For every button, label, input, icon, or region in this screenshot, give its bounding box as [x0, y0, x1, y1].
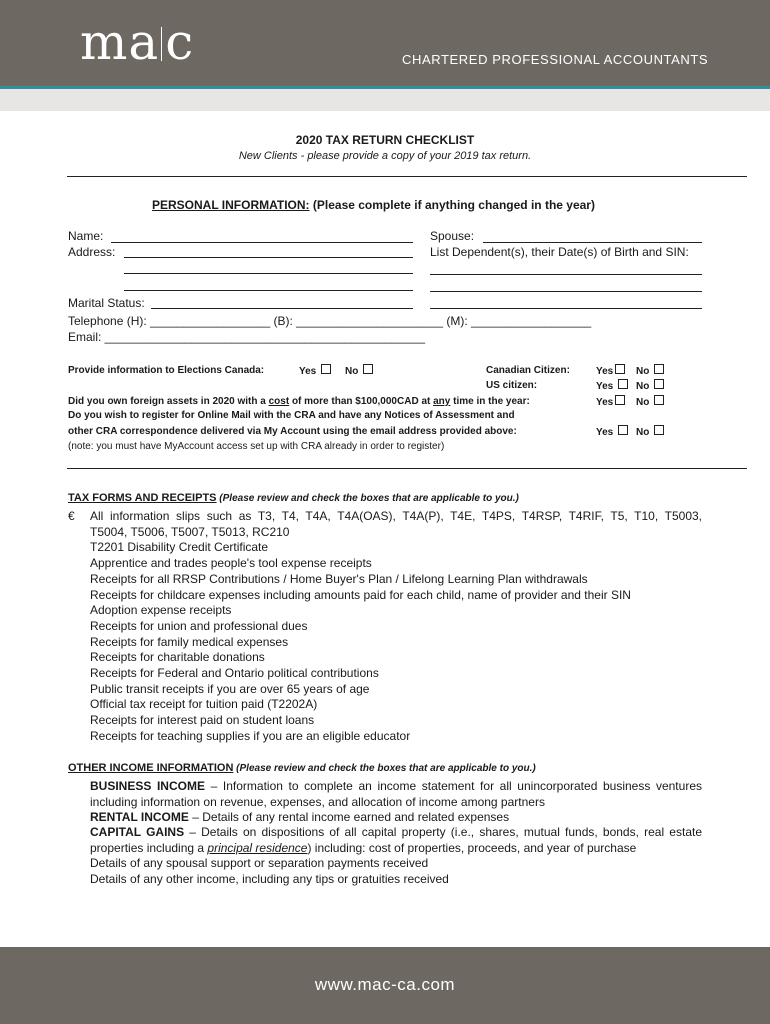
- dependent-field-3[interactable]: [430, 308, 702, 309]
- divider: [67, 468, 747, 469]
- header-light-band: [0, 89, 770, 111]
- dependent-field-2[interactable]: [430, 291, 702, 292]
- canadian-citizen-label: Canadian Citizen:: [486, 365, 570, 376]
- myaccount-note: (note: you must have MyAccount access set up with CRA already in order to register): [68, 441, 445, 452]
- page-title: 2020 TAX RETURN CHECKLIST: [295, 133, 475, 147]
- checkbox[interactable]: [615, 364, 625, 374]
- telephone-line[interactable]: Telephone (H): __________________ (B): ______________________ (M): __________________: [68, 314, 592, 328]
- capital-gains-item[interactable]: CAPITAL GAINS – Details on dispositions of all capital property (i.e., shares, mutual funds, bonds, real estate properties including a principal residence) including: cost of properties, proceeds, and year of purchase: [90, 825, 702, 855]
- checkbox[interactable]: [654, 364, 664, 374]
- us-yes[interactable]: Yes: [596, 379, 628, 392]
- elections-question: Provide information to Elections Canada:: [68, 365, 265, 376]
- us-no[interactable]: No: [636, 379, 664, 392]
- checkbox[interactable]: [618, 425, 628, 435]
- checkbox[interactable]: [654, 395, 664, 405]
- taxforms-item[interactable]: Official tax receipt for tuition paid (T2202A): [90, 697, 318, 712]
- taxforms-item[interactable]: T2201 Disability Credit Certificate: [90, 540, 269, 555]
- checkbox[interactable]: [363, 364, 373, 374]
- us-citizen-label: US citizen:: [486, 380, 538, 391]
- elections-no[interactable]: No: [345, 364, 373, 377]
- taxforms-item[interactable]: Receipts for all RRSP Contributions / Home Buyer's Plan / Lifelong Learning Plan withdrawals: [90, 571, 588, 586]
- divider: [67, 176, 747, 177]
- online-no[interactable]: No: [636, 425, 664, 438]
- name-field[interactable]: [111, 242, 413, 243]
- foreign-yes[interactable]: Yes: [596, 395, 625, 408]
- marital-label: Marital Status:: [68, 296, 145, 310]
- address-field-1[interactable]: [124, 257, 413, 258]
- spouse-label: Spouse:: [430, 229, 475, 243]
- foreign-no[interactable]: No: [636, 395, 664, 408]
- taxforms-item[interactable]: Receipts for charitable donations: [90, 650, 265, 665]
- checkbox[interactable]: [654, 379, 664, 389]
- foreign-assets-question: Did you own foreign assets in 2020 with a cost of more than $100,000CAD at any time in the year:: [68, 396, 530, 407]
- taxforms-item[interactable]: Receipts for interest paid on student loans: [90, 713, 315, 728]
- taxforms-item[interactable]: Adoption expense receipts: [90, 603, 232, 618]
- marital-field[interactable]: [151, 308, 413, 309]
- online-yes[interactable]: Yes: [596, 425, 628, 438]
- checkbox[interactable]: [618, 379, 628, 389]
- taxforms-item[interactable]: Receipts for childcare expenses including amounts paid for each child, name of provider and their SIN: [90, 587, 631, 602]
- header-bar: [0, 0, 770, 86]
- taxforms-item[interactable]: Receipts for teaching supplies if you are an eligible educator: [90, 728, 411, 743]
- taxforms-item[interactable]: Apprentice and trades people's tool expense receipts: [90, 556, 372, 571]
- taxforms-item[interactable]: All information slips such as T3, T4, T4A, T4A(OAS), T4A(P), T4E, T4PS, T4RSP, T4RIF, T5, T10, T5003,: [90, 509, 702, 523]
- email-line[interactable]: Email: ________________________________________________: [68, 330, 426, 344]
- rental-income-item[interactable]: RENTAL INCOME – Details of any rental income earned and related expenses: [90, 810, 510, 824]
- checkbox[interactable]: [615, 395, 625, 405]
- taxforms-item[interactable]: Receipts for union and professional dues: [90, 618, 308, 633]
- bullet-symbol: €: [68, 509, 75, 523]
- address-field-2[interactable]: [124, 273, 413, 274]
- taxforms-item[interactable]: Public transit receipts if you are over 65 years of age: [90, 681, 370, 696]
- dependent-field-1[interactable]: [430, 274, 702, 275]
- personal-heading: PERSONAL INFORMATION: (Please complete if anything changed in the year): [152, 198, 595, 212]
- business-income-item[interactable]: BUSINESS INCOME – Information to complete an income statement for all unincorporated business ventures including information on revenue, expenses, and allocation of income among partners: [90, 779, 702, 809]
- mac-logo: ma c: [80, 13, 195, 71]
- canadian-no[interactable]: No: [636, 364, 664, 377]
- other-income-heading: OTHER INCOME INFORMATION (Please review and check the boxes that are applicable to you.): [68, 762, 536, 774]
- spousal-support-item[interactable]: Details of any spousal support or separation payments received: [90, 856, 429, 870]
- canadian-yes[interactable]: Yes: [596, 364, 625, 377]
- footer-url[interactable]: www.mac-ca.com: [314, 975, 456, 994]
- checkbox[interactable]: [654, 425, 664, 435]
- address-field-3[interactable]: [124, 290, 413, 291]
- online-mail-question-1: Do you wish to register for Online Mail with the CRA and have any Notices of Assessment and: [68, 410, 515, 421]
- page-subtitle: New Clients - please provide a copy of your 2019 tax return.: [238, 150, 532, 162]
- elections-yes[interactable]: Yes: [299, 364, 331, 377]
- dependents-label: List Dependent(s), their Date(s) of Birth and SIN:: [430, 245, 689, 259]
- taxforms-item[interactable]: T5004, T5006, T5007, T5013, RC210: [90, 524, 290, 539]
- taxforms-item[interactable]: Receipts for family medical expenses: [90, 634, 289, 649]
- taxforms-heading: TAX FORMS AND RECEIPTS (Please review and check the boxes that are applicable to you.): [68, 492, 519, 504]
- address-label: Address:: [68, 245, 116, 259]
- tagline: CHARTERED PROFESSIONAL ACCOUNTANTS: [402, 52, 709, 67]
- other-income-item[interactable]: Details of any other income, including any tips or gratuities received: [90, 872, 449, 886]
- spouse-field[interactable]: [483, 242, 702, 243]
- checkbox[interactable]: [321, 364, 331, 374]
- name-label: Name:: [68, 229, 104, 243]
- taxforms-item[interactable]: Receipts for Federal and Ontario political contributions: [90, 666, 379, 680]
- online-mail-question-2: other CRA correspondence delivered via My Account using the email address provided above:: [68, 426, 517, 437]
